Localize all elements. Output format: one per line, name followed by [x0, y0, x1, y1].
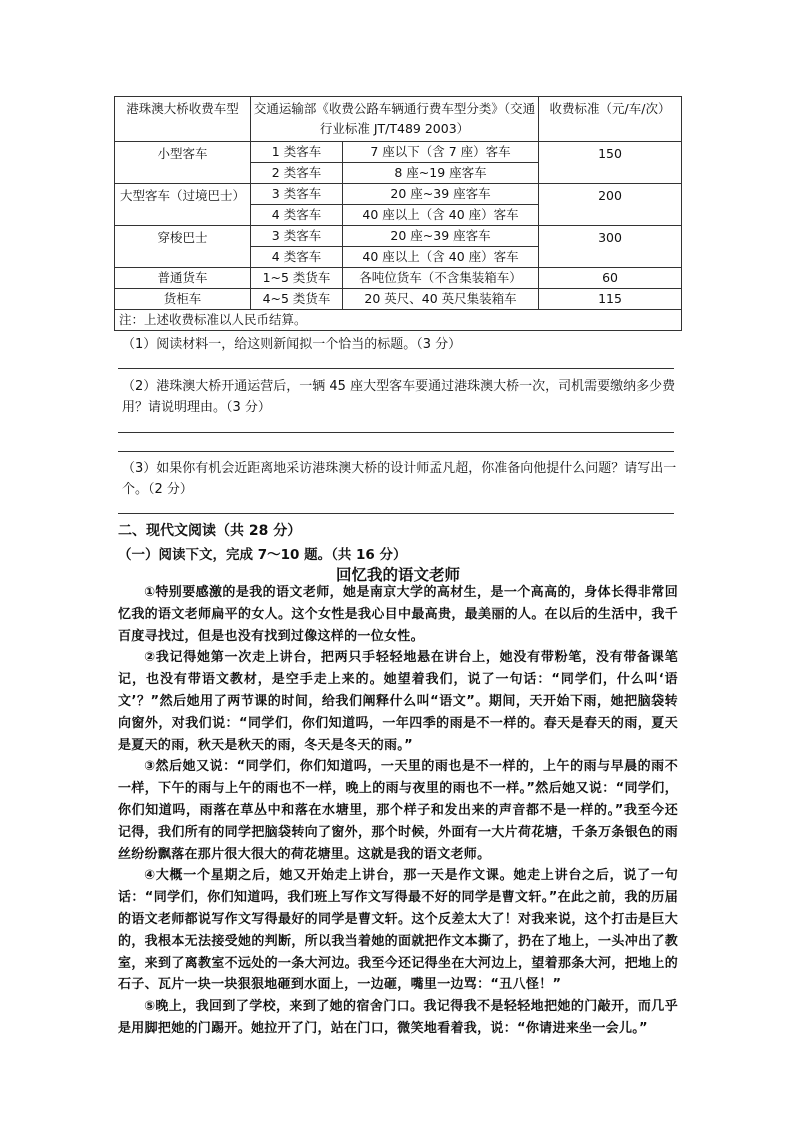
description-cell: 8 座~19 座客车: [343, 163, 539, 184]
paragraph: ①特别要感激的是我的语文老师，她是南京大学的高材生，是一个高高的，身体长得非常回忆我的语文老师扁平的女人。这个女性是我心目中最高贵，最美丽的人。在以后的生活中，我千百度寻找过，但是也没有找到过像这样的一位女性。: [118, 585, 678, 644]
fee-cell: 60: [539, 268, 682, 289]
paragraph: ②我记得她第一次走上讲台，把两只手轻轻地悬在讲台上，她没有带粉笔，没有带备课笔记，也没有带语文教材，是空手走上来的。她望着我们，说了一句话：“同学们，什么叫‘语文’？”然后她用了两节课的时间，给我们阐释什么叫“语文”。期间，天开始下雨，她把脑袋转向窗外，对我们说：“同学们，你们知道吗，一年四季的雨是不一样的。春天是春天的雨，夏天是夏天的雨，秋天是秋天的雨，冬天是冬天的雨。”: [118, 650, 678, 753]
table-row: [115, 184, 682, 205]
description-cell: 20 座~39 座客车: [343, 226, 539, 247]
header-fee-standard: 收费标准（元/车/次）: [539, 97, 682, 142]
description-cell: 7 座以下（含 7 座）客车: [343, 142, 539, 163]
table-row: [115, 289, 682, 310]
category-cell: 穿梭巴士: [115, 226, 251, 268]
section-subheading: （一）阅读下文，完成 7～10 题。（共 16 分）: [118, 547, 407, 563]
fee-cell: 200: [539, 184, 682, 226]
description-cell: 40 座以上（含 40 座）客车: [343, 247, 539, 268]
answer-line[interactable]: [118, 513, 674, 514]
description-cell: 各吨位货车（不含集装箱车）: [343, 268, 539, 289]
class-cell: 4 类客车: [251, 205, 343, 226]
toll-fee-table: [114, 96, 682, 331]
class-cell: 1~5 类货车: [251, 268, 343, 289]
table-note-row: [115, 310, 682, 331]
table-row: [115, 226, 682, 247]
class-cell: 2 类客车: [251, 163, 343, 184]
description-cell: 20 座~39 座客车: [343, 184, 539, 205]
table-note: 注：上述收费标准以人民币结算。: [115, 310, 682, 331]
table-header-row: [115, 97, 682, 142]
fee-cell: 150: [539, 142, 682, 184]
answer-line[interactable]: [118, 432, 674, 433]
description-cell: 20 英尺、40 英尺集装箱车: [343, 289, 539, 310]
table-row: [115, 268, 682, 289]
table-row: [115, 142, 682, 163]
class-cell: 3 类客车: [251, 184, 343, 205]
header-standard-classification: 交通运输部《收费公路车辆通行费车型分类》（交通行业标准 JT/T489 2003）: [251, 97, 539, 142]
section-heading: 二、现代文阅读（共 28 分）: [118, 523, 302, 539]
article-title: 回忆我的语文老师: [335, 566, 460, 584]
class-cell: 4 类客车: [251, 247, 343, 268]
paragraph: ③然后她又说：“同学们，你们知道吗，一天里的雨也是不一样的，上午的雨与早晨的雨不一样，下午的雨与上午的雨也不一样，晚上的雨与夜里的雨也不一样。”然后她又说：“同学们，你们知道吗，雨落在草丛中和落在水塘里，那个样子和发出来的声音都不是一样的。”我至今还记得，我们所有的同学把脑袋转向了窗外，那个时候，外面有一大片荷花塘，千条万条银色的雨丝纷纷飘落在那片很大很大的荷花塘里。这就是我的语文老师。: [118, 759, 678, 862]
answer-line[interactable]: [118, 368, 674, 369]
category-cell: 货柜车: [115, 289, 251, 310]
fee-cell: 300: [539, 226, 682, 268]
category-cell: 大型客车（过境巴士）: [115, 184, 251, 226]
paragraph: ⑤晚上，我回到了学校，来到了她的宿舍门口。我记得我不是轻轻地把她的门敲开，而几乎是用脚把她的门踢开。她拉开了门，站在门口，微笑地看着我，说：“你请进来坐一会儿。”: [118, 999, 678, 1036]
question-3: （3）如果你有机会近距离地采访港珠澳大桥的设计师孟凡超，你准备向他提什么问题？请写出一个。（2 分）: [122, 461, 677, 497]
category-cell: 小型客车: [115, 142, 251, 184]
class-cell: 1 类客车: [251, 142, 343, 163]
description-cell: 40 座以上（含 40 座）客车: [343, 205, 539, 226]
paragraph: ④大概一个星期之后，她又开始走上讲台，那一天是作文课。她走上讲台之后，说了一句话：“同学们，你们知道吗，我们班上写作文写得最不好的同学是曹文轩。”在此之前，我的历届的语文老师都说写作文写得最好的同学是曹文轩。这个反差太大了！对我来说，这个打击是巨大的，我根本无法接受她的判断，所以我当着她的面就把作文本撕了，扔在了地上，一头冲出了教室，来到了离教室不远处的一条大河边。我至今还记得坐在大河边上，望着那条大河，把地上的石子、瓦片一块一块狠狠地砸到水面上，一边砸，嘴里一边骂：“丑八怪！”: [118, 868, 678, 993]
fee-cell: 115: [539, 289, 682, 310]
class-cell: 4~5 类货车: [251, 289, 343, 310]
class-cell: 3 类客车: [251, 226, 343, 247]
question-2: （2）港珠澳大桥开通运营后，一辆 45 座大型客车要通过港珠澳大桥一次，司机需要缴纳多少费用？请说明理由。（3 分）: [122, 379, 676, 415]
article-body: [118, 582, 678, 1040]
category-cell: 普通货车: [115, 268, 251, 289]
header-vehicle-type: 港珠澳大桥收费车型: [115, 97, 251, 142]
question-1: （1）阅读材料一，给这则新闻拟一个恰当的标题。（3 分）: [122, 337, 462, 352]
answer-line[interactable]: [118, 451, 674, 452]
